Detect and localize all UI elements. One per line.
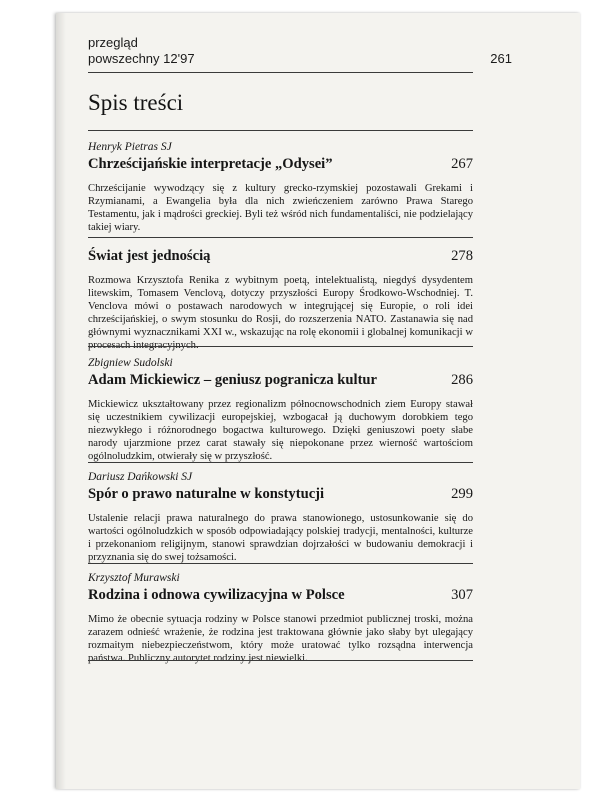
entry-page-number: 307 bbox=[451, 587, 473, 603]
entry-title[interactable]: Adam Mickiewicz – geniusz pogranicza kultur bbox=[88, 372, 378, 388]
entry-author: Zbigniew Sudolski bbox=[88, 357, 173, 369]
toc-entry bbox=[88, 571, 473, 665]
entry-heading-row bbox=[88, 154, 473, 174]
entry-heading-row bbox=[88, 370, 473, 390]
entry-title[interactable]: Świat jest jednością bbox=[88, 248, 211, 264]
entry-abstract: Chrześcijanie wywodzący się z kultury grecko-rzymskiej pozostawali Grekami i Rzymianami, a Ewangelia była dla nich zwieńczeniem zarówno Prawa Starego Testamentu, jak i mądrości greckiej. Byli też wśród nich fundamentaliści, nie podzielający takiej wiary. bbox=[88, 183, 473, 233]
entry-heading-row bbox=[88, 484, 473, 504]
entry-abstract: Ustalenie relacji prawa naturalnego do prawa stanowionego, ustosunkowanie się do wartości ogólnoludzkich w sposób odpowiadający polskiej tradycji, mentalności, kulturze i przekonaniom religijnym, stanowi sprawdzian dojrzałości w budowaniu demokracji i przyznania się do swej tożsamości. bbox=[88, 513, 473, 563]
entry-heading-row bbox=[88, 246, 473, 266]
entry-author: Henryk Pietras SJ bbox=[88, 141, 172, 153]
entry-heading-row bbox=[88, 585, 473, 605]
divider bbox=[88, 237, 473, 238]
toc-entry bbox=[88, 356, 473, 463]
page-title: Spis treści bbox=[88, 90, 184, 115]
entry-abstract: Mickiewicz ukształtowany przez regionalizm północnowschodnich ziem Europy stawał się uczestnikiem cywilizacji europejskiej, wzbogacał ją duchowym dorobkiem tego niezwykłego i różnorodnego bogactwa kulturowego. Dzięki geniuszowi poety słabe narody ujarzmione przez carat stawały się niepokonane przez wierność wartościom ogólnoludzkim, otwierały się w przyszłość. bbox=[88, 399, 473, 462]
entry-abstract: Mimo że obecnie sytuacja rodziny w Polsce stanowi przedmiot publicznej troski, można zarazem odnieść wrażenie, że rodzina jest traktowana głównie jako słaby byt ulegający rozmaitym niebezpieczeństwom, który może uratować tylko rozsądna interwencja państwa. Publiczny autorytet rodziny jest niewielki. bbox=[88, 614, 473, 664]
binding-shadow bbox=[56, 13, 66, 789]
entry-page-number: 299 bbox=[451, 486, 473, 502]
masthead-line-2: powszechny 12'97 bbox=[88, 51, 195, 66]
entry-page-number: 278 bbox=[451, 248, 473, 264]
divider bbox=[88, 563, 473, 564]
toc-entry bbox=[88, 246, 473, 352]
entry-abstract: Rozmowa Krzysztofa Renika z wybitnym poetą, intelektualistą, niegdyś dysydentem litewskim, Tomasem Venclovą, dotyczy przyszłości Europy Środkowo-Wschodniej. T. Venclova mówi o postawach narodowych w integrującej się Europie, o roli idei chrześcijańskiej, o swym stosunku do Rosji, do rozszerzenia NATO. Zastanawia się nad głównymi wyznacznikami XXI w., wskazując na rolę ekonomii i globalnej komunikacji w procesach integracyjnych. bbox=[88, 275, 473, 351]
entry-title[interactable]: Rodzina i odnowa cywilizacyjna w Polsce bbox=[88, 587, 345, 603]
entry-page-number: 286 bbox=[451, 372, 473, 388]
entry-title[interactable]: Chrześcijańskie interpretacje „Odysei” bbox=[88, 156, 333, 172]
toc-entry bbox=[88, 140, 473, 234]
divider bbox=[88, 462, 473, 463]
entry-page-number: 267 bbox=[451, 156, 473, 172]
entry-author: Dariusz Dańkowski SJ bbox=[88, 471, 193, 483]
divider bbox=[88, 72, 473, 73]
entry-author: Krzysztof Murawski bbox=[88, 572, 180, 584]
entry-title[interactable]: Spór o prawo naturalne w konstytucji bbox=[88, 486, 325, 502]
masthead-line-1: przegląd bbox=[88, 35, 138, 50]
toc-entry bbox=[88, 470, 473, 564]
divider bbox=[88, 130, 473, 131]
masthead bbox=[88, 35, 195, 67]
divider bbox=[88, 660, 473, 661]
page-number: 261 bbox=[490, 51, 512, 66]
divider bbox=[88, 346, 473, 347]
